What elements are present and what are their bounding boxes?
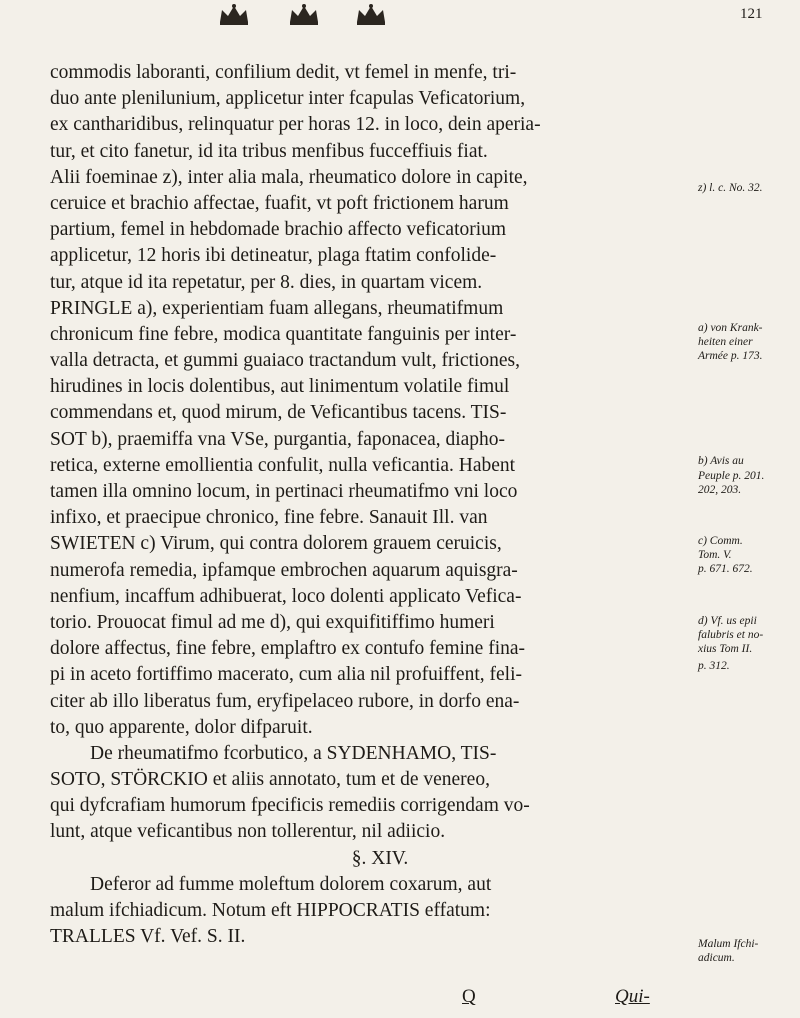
- text-line: chronicum fine febre, modica quantitate fanguinis per inter-: [50, 323, 517, 345]
- text-line: torio. Prouocat fimul ad me d), qui exquifitiffimo humeri: [50, 611, 495, 633]
- margin-note: heiten einer: [698, 336, 753, 348]
- margin-note: p. 312.: [698, 660, 730, 672]
- text-line: applicetur, 12 horis ibi detineatur, plaga ftatim confolide-: [50, 245, 497, 267]
- margin-note: Malum Ifchi-: [698, 938, 759, 950]
- text-line: infixo, et praecipue chronico, fine febre. Sanauit Ill. van: [50, 507, 488, 529]
- text-line: Alii foeminae z), inter alia mala, rheumatico dolore in capite,: [50, 166, 528, 188]
- crown-ornament-icon: [218, 2, 250, 26]
- text-line: pi in aceto fortiffimo macerato, cum alia nil profuiffent, feli-: [50, 664, 522, 686]
- text-line: malum ifchiadicum. Notum eft HIPPOCRATIS effatum:: [50, 900, 491, 921]
- margin-note: d) Vf. us epii: [698, 615, 757, 627]
- margin-note: 202, 203.: [698, 484, 742, 496]
- catchword: Qui-: [615, 986, 650, 1007]
- text-line: qui dyfcrafiam humorum fpecificis remediis corrigendam vo-: [50, 795, 530, 817]
- text-line: SWIETEN c) Virum, qui contra dolorem grauem ceruicis,: [50, 533, 502, 555]
- text-line: tur, et cito fanetur, id ita tribus menfibus fucceffiuis fiat.: [50, 140, 488, 162]
- margin-note: Peuple p. 201.: [698, 470, 765, 482]
- text-line: Deferor ad fumme moleftum dolorem coxarum, aut: [90, 873, 492, 895]
- text-line: SOTO, STÖRCKIO et aliis annotato, tum et de venereo,: [50, 769, 490, 791]
- margin-note: adicum.: [698, 952, 735, 964]
- margin-note: z) l. c. No. 32.: [698, 182, 763, 194]
- margin-note: falubris et no-: [698, 629, 764, 641]
- text-line: tur, atque id ita repetatur, per 8. dies, in quartam vicem.: [50, 271, 483, 293]
- text-line: ex cantharidibus, relinquatur per horas 12. in loco, dein aperia-: [50, 114, 541, 136]
- margin-note: c) Comm.: [698, 535, 743, 547]
- text-line: SOT b), praemiffa vna VSe, purgantia, faponacea, diapho-: [50, 428, 506, 450]
- text-line: hirudines in locis dolentibus, aut linimentum volatile fimul: [50, 376, 510, 398]
- text-line: lunt, atque veficantibus non tollerentur, nil adiicio.: [50, 821, 446, 843]
- text-line: retica, externe emollientia confulit, nulla veficantia. Habent: [50, 454, 516, 476]
- crown-ornament-icon: [355, 2, 387, 26]
- text-line: valla detracta, et gummi guaiaco tractandum vult, frictiones,: [50, 350, 520, 372]
- margin-note: Tom. V.: [698, 549, 732, 561]
- text-line: nenfium, incaffum adhibuerat, loco dolenti applicato Vefica-: [50, 585, 522, 607]
- text-line: ceruice et brachio affectae, fuafit, vt poft frictionem harum: [50, 192, 509, 214]
- printer-signature: Q: [462, 986, 476, 1007]
- margin-note: Armée p. 173.: [698, 350, 763, 362]
- text-line: citer ab illo liberatus fum, eryfipelaceo rubore, in dorfo ena-: [50, 690, 520, 712]
- body-text: [50, 60, 710, 950]
- text-line: partium, femel in hebdomade brachio affecto veficatorium: [50, 219, 507, 241]
- crown-ornament-icon: [288, 2, 320, 26]
- text-line: commendans et, quod mirum, de Veficantibus tacens. TIS-: [50, 402, 507, 424]
- text-line: PRINGLE a), experientiam fuam allegans, rheumatifmum: [50, 297, 504, 319]
- text-line: duo ante plenilunium, applicetur inter fcapulas Veficatorium,: [50, 88, 526, 110]
- margin-note: xius Tom II.: [698, 643, 753, 655]
- text-line: numerofa remedia, ipfamque embrochen aquarum aquisgra-: [50, 559, 518, 581]
- margin-note: p. 671. 672.: [698, 563, 753, 575]
- text-line: De rheumatifmo fcorbutico, a SYDENHAMO, TIS-: [90, 742, 497, 764]
- text-line: dolore affectus, fine febre, emplaftro ex contufo femine fina-: [50, 638, 526, 660]
- margin-note: b) Avis au: [698, 455, 744, 467]
- page-number: 121: [740, 6, 763, 22]
- text-line: to, quo apparente, dolor difparuit.: [50, 716, 313, 738]
- margin-note: a) von Krank-: [698, 322, 763, 334]
- section-heading: §. XIV.: [351, 847, 409, 869]
- text-line: commodis laboranti, confilium dedit, vt femel in menfe, tri-: [50, 62, 517, 83]
- text-line: tamen illa omnino locum, in pertinaci rheumatifmo vni loco: [50, 481, 518, 502]
- page-header: [0, 0, 800, 40]
- text-line: TRALLES Vf. Vef. S. II.: [50, 926, 246, 948]
